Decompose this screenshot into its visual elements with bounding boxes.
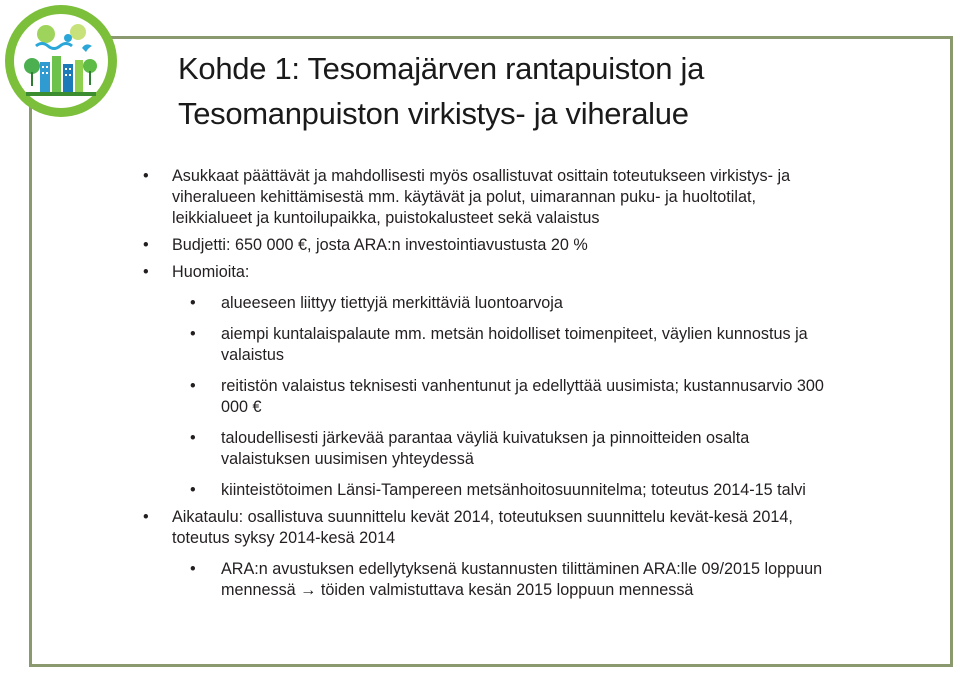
bullet-marker: • xyxy=(143,508,149,526)
sub-bullet-forest-plan: • kiinteistötoimen Länsi-Tampereen metsänhoitosuunnitelma; toteutus 2014-15 talvi xyxy=(190,481,806,499)
bullet-marker: • xyxy=(190,325,196,343)
bullet-schedule: • Aikataulu: osallistuva suunnittelu kevät 2014, toteutuksen suunnittelu kevät-kesä 2014, toteutus syksy 2014-kesä 2014 xyxy=(143,508,793,547)
bullet-marker: • xyxy=(190,481,196,499)
title-line-2: Tesomanpuiston virkistys- ja viheralue xyxy=(178,96,689,131)
sub-bullet-drainage: • taloudellisesti järkevää parantaa väyliä kuivatuksen ja pinnoitteiden osalta valaistuksen uusimisen yhteydessä xyxy=(190,429,750,468)
bullet-marker: • xyxy=(190,429,196,447)
bullet-list xyxy=(143,166,933,601)
bullet-notes: • Huomioita: xyxy=(143,263,250,281)
sub-bullet-ara-grant: • ARA:n avustuksen edellytyksenä kustannusten tilittäminen ARA:lle 09/2015 loppuun mennessä → töiden valmistuttava kesän 2015 loppuun mennessä xyxy=(143,559,933,601)
sub-bullet-lighting: • reitistön valaistus teknisesti vanhentunut ja edellyttää uusimista; kustannusarvio 300 000 € xyxy=(190,377,824,416)
bullet-marker: • xyxy=(143,263,149,281)
bullet-participation: • Asukkaat päättävät ja mahdollisesti myös osallistuvat osittain toteutukseen virkistys- ja viheralueen kehittämisestä mm. käytävät ja polut, uimarannan puku- ja huoltotilat, leikkialueet ja kuntoilupaikka, puistokalusteet sekä valaistus xyxy=(143,167,791,227)
bullet-marker: • xyxy=(143,236,149,254)
slide-title xyxy=(178,46,704,136)
bullet-marker: • xyxy=(190,560,196,578)
title-line-1: Kohde 1: Tesomajärven rantapuiston ja xyxy=(178,51,705,86)
sub-bullet-feedback: • aiempi kuntalaispalaute mm. metsän hoidolliset toimenpiteet, väylien kunnostus ja valaistus xyxy=(190,325,808,364)
bullet-marker: • xyxy=(190,377,196,395)
bullet-marker: • xyxy=(143,167,149,185)
bullet-budget: • Budjetti: 650 000 €, josta ARA:n investointiavustusta 20 % xyxy=(143,236,588,254)
arrow-right-icon: mennessä → töiden valmistuttava kesän 2015 loppuun mennessä xyxy=(221,581,694,599)
bullet-marker: • xyxy=(190,294,196,312)
sub-bullet-nature-values: • alueeseen liittyy tiettyjä merkittäviä luontoarvoja xyxy=(190,294,563,312)
city-park-logo-icon xyxy=(2,2,120,120)
